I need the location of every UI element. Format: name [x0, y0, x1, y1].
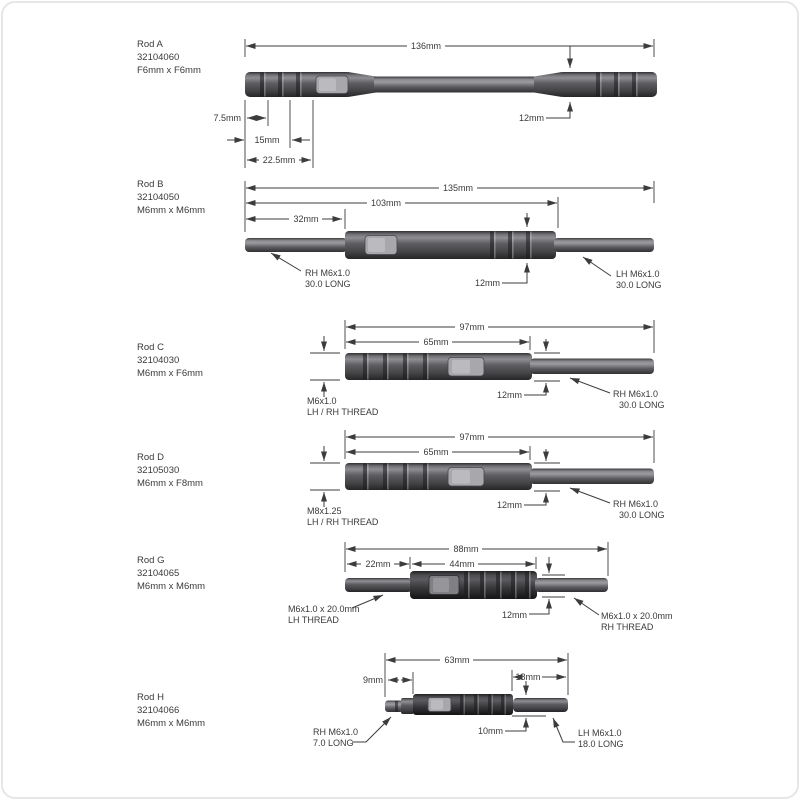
rod-c-body [345, 353, 532, 380]
rod-h-seg2-dim: 18mm [515, 672, 541, 682]
rod-a-drawing [245, 72, 657, 97]
rod-a-left-taper [348, 72, 376, 97]
rod-g-left-thread-1: M6x1.0 x 20.0mm [288, 604, 360, 614]
rod-b-left-thread-2: 30.0 LONG [305, 279, 351, 289]
rod-h-thread-spec: M6mm x M6mm [137, 718, 206, 729]
rod-g-part-number: 32104065 [137, 568, 180, 579]
rod-d-right-stud [530, 469, 654, 485]
rod-b-right-stud [554, 238, 654, 252]
rod-g-left-stud [345, 578, 412, 592]
rod-g-seg2-dim: 44mm [449, 559, 475, 569]
rod-h-title [137, 692, 205, 729]
rod-d-thread-spec: M6mm x F8mm [137, 478, 203, 489]
rod-b-left-stud [245, 238, 347, 252]
rod-a-dimensions [213, 39, 654, 168]
rod-b-left-dim: 32mm [293, 214, 319, 224]
rod-c-right-thread-1: RH M6x1.0 [613, 389, 659, 399]
rod-d-right-thread-2: 30.0 LONG [619, 510, 665, 520]
rod-b-right-thread-1: LH M6x1.0 [616, 269, 660, 279]
rod-g-left-thread-2: LH THREAD [288, 615, 339, 625]
rod-a-dim-15: 15mm [254, 135, 280, 145]
rod-h-section [137, 653, 624, 749]
rod-h-part-number: 32104066 [137, 705, 180, 716]
rod-g-name: Rod G [137, 555, 165, 566]
rod-d-name: Rod D [137, 452, 164, 463]
rod-c-section [137, 320, 665, 417]
rod-a-thread-spec: F6mm x F6mm [137, 65, 201, 76]
rod-g-dia-dim: 12mm [501, 610, 527, 620]
rod-c-right-stud [530, 359, 654, 375]
rod-g-thread-spec: M6mm x M6mm [137, 581, 206, 592]
rod-c-right-thread-2: 30.0 LONG [619, 400, 665, 410]
rod-a-total-dim: 136mm [410, 41, 442, 51]
rod-h-dia-dim: 10mm [477, 726, 503, 736]
rod-g-total-dim: 88mm [453, 544, 479, 554]
rod-b-section [137, 179, 662, 290]
rod-d-title [137, 452, 203, 489]
rod-g-right-thread-2: RH THREAD [601, 622, 654, 632]
rod-a-dim-7-5: 7.5mm [213, 113, 241, 123]
rod-h-total-dim: 63mm [444, 655, 470, 665]
rod-h-left-stub [385, 701, 403, 713]
rod-c-total-dim: 97mm [459, 322, 485, 332]
rod-a-dim-22-5: 22.5mm [262, 155, 296, 165]
rod-c-drawing [345, 353, 654, 380]
rod-d-section [137, 430, 665, 527]
rod-h-left-thread-1: RH M6x1.0 [313, 727, 359, 737]
rod-d-left-thread-2: LH / RH THREAD [307, 517, 379, 527]
rod-c-part-number: 32104030 [137, 355, 180, 366]
rod-a-right-taper [534, 72, 562, 97]
rod-g-seg1-dim: 22mm [365, 559, 391, 569]
rod-b-dia-dim: 12mm [474, 278, 500, 288]
rod-b-title [137, 179, 205, 216]
rod-d-total-dim: 97mm [459, 432, 485, 442]
rod-h-left-thread-2: 7.0 LONG [313, 738, 354, 748]
rod-c-left-thread-1: M6x1.0 [307, 396, 337, 406]
rod-h-drawing [385, 694, 568, 715]
rod-d-body-dim: 65mm [423, 447, 449, 457]
rod-d-dia-dim: 12mm [496, 500, 522, 510]
rod-a-dia-dim: 12mm [518, 113, 544, 123]
rod-c-name: Rod C [137, 342, 164, 353]
rod-h-right-thread-1: LH M6x1.0 [578, 728, 622, 738]
rod-d-part-number: 32105030 [137, 465, 180, 476]
rod-h-right-stud [513, 698, 568, 712]
rod-b-right-thread-2: 30.0 LONG [616, 280, 662, 290]
rod-d-body [345, 463, 532, 490]
rod-c-thread-spec: M6mm x F6mm [137, 368, 203, 379]
rod-d-drawing [345, 463, 654, 490]
rod-g-title [137, 555, 205, 592]
rod-b-left-thread-1: RH M6x1.0 [305, 268, 351, 278]
rod-h-left-collar [401, 698, 414, 714]
rod-h-seg1-dim: 9mm [363, 675, 383, 685]
rod-g-drawing [345, 571, 608, 599]
rod-b-name: Rod B [137, 179, 164, 190]
rod-c-dia-dim: 12mm [496, 390, 522, 400]
rod-a-section [137, 39, 657, 168]
rod-d-left-thread-1: M8x1.25 [307, 506, 342, 516]
rod-c-title [137, 342, 203, 379]
rod-b-total-dim: 135mm [442, 183, 474, 193]
rod-c-body-dim: 65mm [423, 337, 449, 347]
rod-a-shaft [374, 77, 536, 93]
rod-b-drawing [245, 231, 654, 259]
rod-g-section [137, 542, 673, 632]
rod-c-left-thread-2: LH / RH THREAD [307, 407, 379, 417]
rod-h-right-thread-2: 18.0 LONG [578, 739, 624, 749]
rod-b-thread-spec: M6mm x M6mm [137, 205, 206, 216]
rod-b-mid-dim: 103mm [370, 198, 402, 208]
rod-a-part-number: 32104060 [137, 52, 180, 63]
rod-g-right-stud [535, 578, 608, 592]
rod-a-name: Rod A [137, 39, 163, 50]
rod-g-right-thread-1: M6x1.0 x 20.0mm [601, 611, 673, 621]
rod-d-right-thread-1: RH M6x1.0 [613, 499, 659, 509]
rod-h-name: Rod H [137, 692, 164, 703]
rod-a-title [137, 39, 201, 76]
rod-b-part-number: 32104050 [137, 192, 180, 203]
rod-a-right-section [558, 72, 657, 97]
